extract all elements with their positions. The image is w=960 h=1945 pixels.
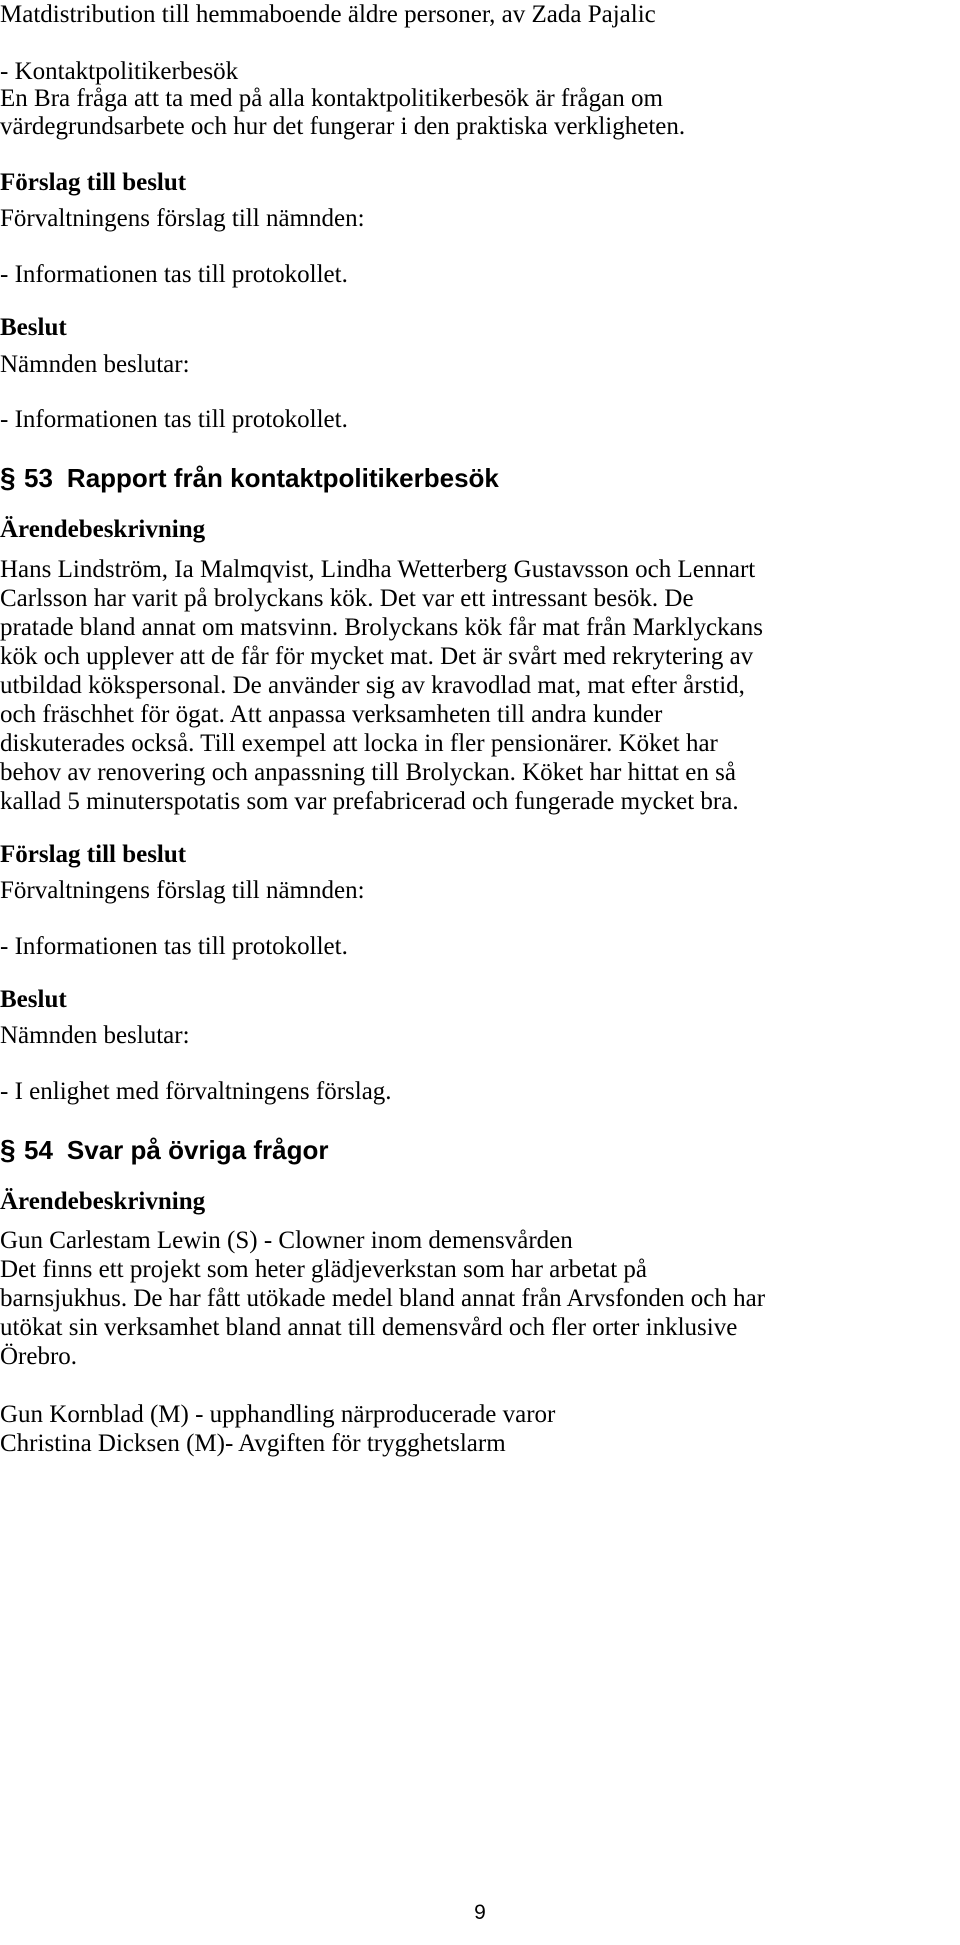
paragraph-line: utökat sin verksamhet bland annat till demensvård och fler orter inklusive bbox=[0, 1314, 738, 1341]
paragraph-line: Gun Kornblad (M) - upphandling närproducerade varor bbox=[0, 1401, 556, 1428]
paragraph-line: Hans Lindström, Ia Malmqvist, Lindha Wetterberg Gustavsson och Lennart bbox=[0, 556, 756, 583]
forvaltning-item: - Informationen tas till protokollet. bbox=[0, 261, 348, 288]
section-heading-54 bbox=[0, 1134, 328, 1166]
text-line: värdegrundsarbete och hur det fungerar i den praktiska verkligheten. bbox=[0, 113, 686, 140]
text-line: Matdistribution till hemmaboende äldre personer, av Zada Pajalic bbox=[0, 1, 656, 28]
paragraph-line: Örebro. bbox=[0, 1343, 78, 1370]
paragraph-line: barnsjukhus. De har fått utökade medel bland annat från Arvsfonden och har bbox=[0, 1285, 766, 1312]
namnd-item: - Informationen tas till protokollet. bbox=[0, 406, 348, 433]
forvaltning-label: Förvaltningens förslag till nämnden: bbox=[0, 205, 365, 232]
page-number: 9 bbox=[474, 1901, 486, 1924]
paragraph-line: Christina Dicksen (M)- Avgiften för trygghetslarm bbox=[0, 1430, 506, 1457]
namnd-item: - I enlighet med förvaltningens förslag. bbox=[0, 1078, 392, 1105]
section-title: Svar på övriga frågor bbox=[66, 1135, 329, 1165]
paragraph-line: utbildad kökspersonal. De använder sig av kravodlad mat, mat efter årstid, bbox=[0, 672, 745, 699]
paragraph-line: kallad 5 minuterspotatis som var prefabricerad och fungerade mycket bra. bbox=[0, 788, 739, 815]
paragraph-line: Gun Carlestam Lewin (S) - Clowner inom demensvården bbox=[0, 1227, 573, 1254]
section-number: 54 bbox=[24, 1135, 53, 1165]
heading-forslag-till-beslut: Förslag till beslut bbox=[0, 841, 187, 868]
heading-arendebeskrivning: Ärendebeskrivning bbox=[0, 516, 206, 543]
section-mark: § bbox=[0, 462, 16, 493]
namnd-label: Nämnden beslutar: bbox=[0, 1022, 190, 1049]
heading-beslut: Beslut bbox=[0, 986, 67, 1013]
text-line: - Kontaktpolitikerbesök bbox=[0, 58, 239, 85]
heading-arendebeskrivning: Ärendebeskrivning bbox=[0, 1188, 206, 1215]
text-line: En Bra fråga att ta med på alla kontaktpolitikerbesök är frågan om bbox=[0, 85, 663, 112]
paragraph-line: Carlsson har varit på brolyckans kök. Det var ett intressant besök. De bbox=[0, 585, 694, 612]
paragraph-line: Det finns ett projekt som heter glädjeverkstan som har arbetat på bbox=[0, 1256, 648, 1283]
section-number: 53 bbox=[24, 463, 53, 493]
heading-forslag-till-beslut: Förslag till beslut bbox=[0, 169, 187, 196]
namnd-label: Nämnden beslutar: bbox=[0, 351, 190, 378]
section-heading-53 bbox=[0, 462, 499, 494]
forvaltning-item: - Informationen tas till protokollet. bbox=[0, 933, 348, 960]
paragraph-line: diskuterades också. Till exempel att locka in fler pensionärer. Köket har bbox=[0, 730, 718, 757]
forvaltning-label: Förvaltningens förslag till nämnden: bbox=[0, 877, 365, 904]
section-title: Rapport från kontaktpolitikerbesök bbox=[66, 463, 499, 493]
heading-beslut: Beslut bbox=[0, 314, 67, 341]
paragraph-line: kök och upplever att de får för mycket mat. Det är svårt med rekrytering av bbox=[0, 643, 754, 670]
paragraph-line: och fräschhet för ögat. Att anpassa verksamheten till andra kunder bbox=[0, 701, 663, 728]
section-mark: § bbox=[0, 1134, 16, 1165]
paragraph-line: pratade bland annat om matsvinn. Brolyckans kök får mat från Marklyckans bbox=[0, 614, 763, 641]
paragraph-line: behov av renovering och anpassning till Brolyckan. Köket har hittat en så bbox=[0, 759, 736, 786]
